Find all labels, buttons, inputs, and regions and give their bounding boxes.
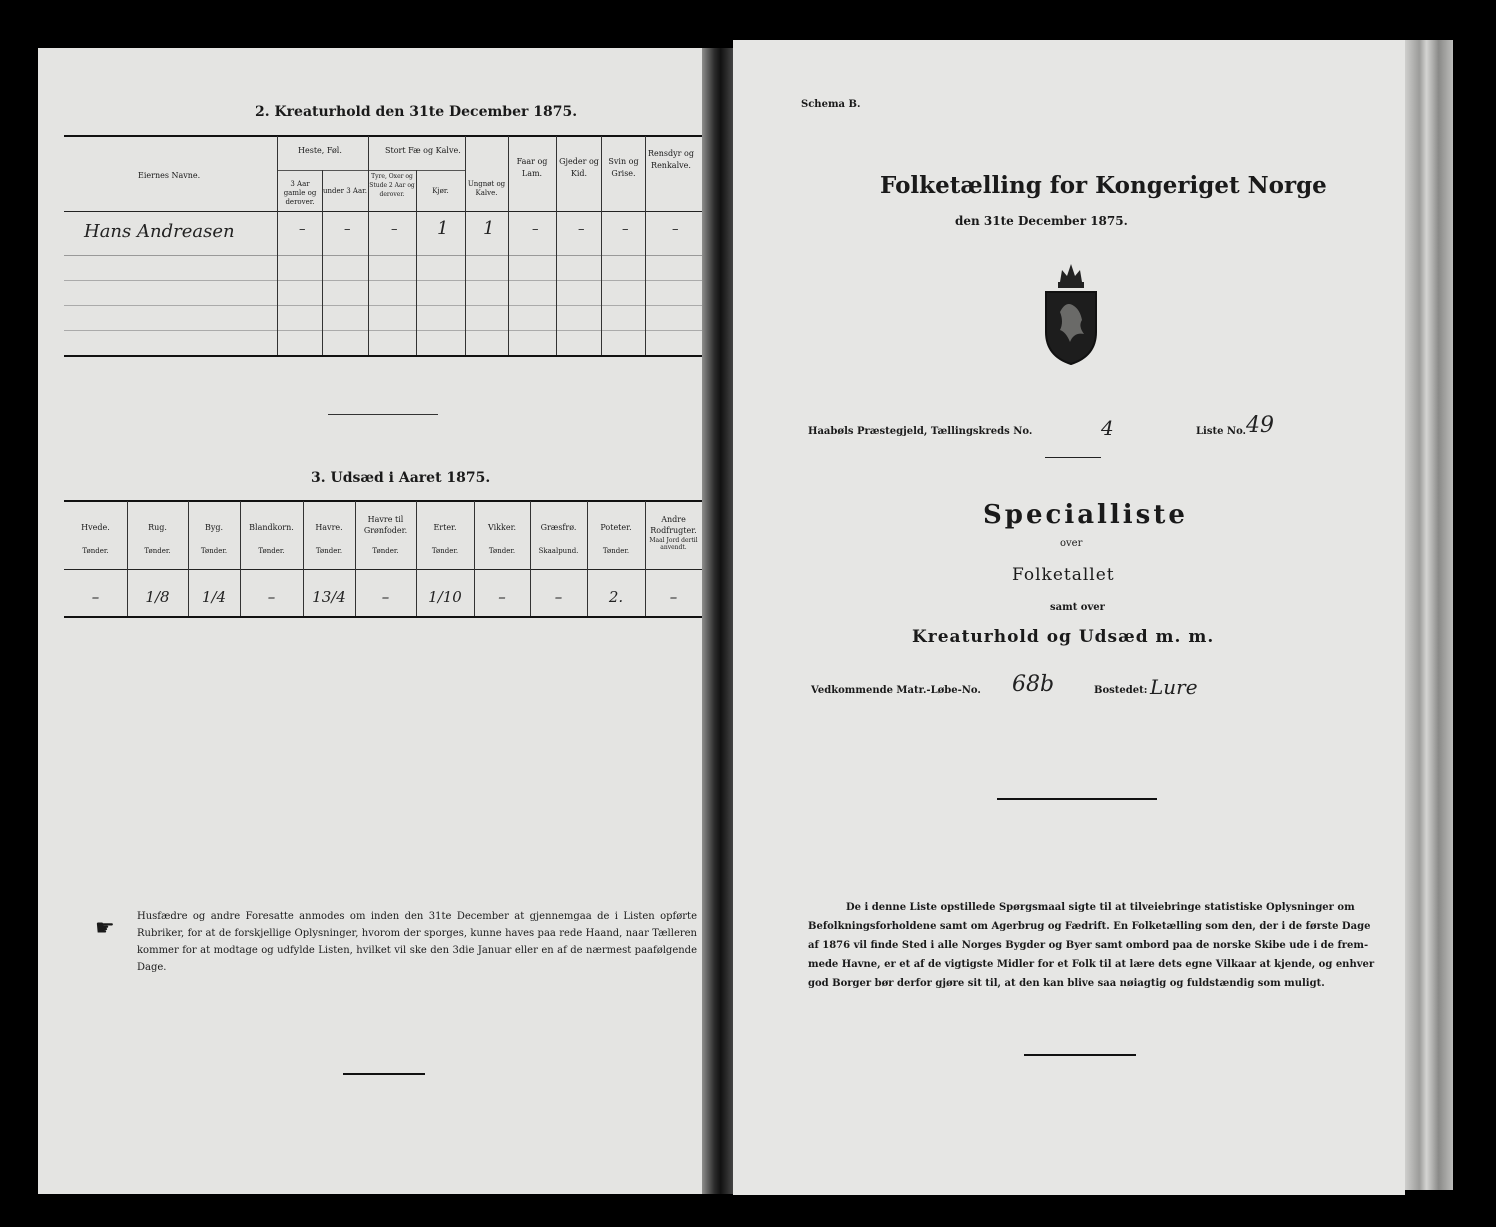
schema-label: Schema B. xyxy=(801,99,861,110)
col-calves: Ungnøt og Kalve. xyxy=(467,180,506,197)
seed-col-4-unit: Tønder. xyxy=(315,547,343,555)
seed-col-1-name: Rug. xyxy=(148,523,167,532)
title-date: den 31te December 1875. xyxy=(955,214,1128,228)
notice-text: Husfædre og andre Foresatte anmodes om inden den 31te December at gjennemgaa de i Listen opførte Rubriker, for at de forskjellige Oplysninger, hvorom der sporges, kunne haves paa rede Haand, naar Tælleren kommer for at modtage og udfylde Listen, hvilket vil ske den 3die Januar eller en af de nærmest paafølgende Dage. xyxy=(137,911,697,973)
seed-col-9-unit: Tønder. xyxy=(602,547,630,555)
rule xyxy=(1024,1054,1136,1056)
table2-row-rule xyxy=(64,330,702,331)
col-horses-young: under 3 Aar. xyxy=(323,187,367,195)
seed-col-4-name: Havre. xyxy=(315,523,343,532)
seed-value-8: – xyxy=(554,588,563,606)
seed-col-5-unit: Tønder. xyxy=(372,547,399,555)
page-title: Folketælling for Kongeriget Norge xyxy=(880,172,1327,199)
col-pigs: Svin og Grise. xyxy=(608,157,639,178)
section2-title: 2. Kreaturhold den 31te December 1875. xyxy=(255,104,578,120)
value-cows: 1 xyxy=(437,218,449,239)
seed-value-3: – xyxy=(267,588,276,606)
value-horses-young: – xyxy=(344,222,351,237)
seed-col-2-unit: Tønder. xyxy=(200,547,228,555)
col-cows: Kjør. xyxy=(432,187,449,195)
seed-col-8-name: Græsfrø. xyxy=(540,523,577,532)
footer-line: af 1876 vil finde Sted i alle Norges Bygder og Byer samt ombord paa de norske Skibe ude i de frem- xyxy=(808,940,1369,951)
seed-value-5: – xyxy=(381,588,390,606)
table2-bottom-rule xyxy=(64,355,702,357)
matr-label: Vedkommende Matr.-Løbe-No. xyxy=(811,685,981,696)
table2-row-rule xyxy=(64,280,702,281)
seed-value-2: 1/4 xyxy=(201,588,227,606)
col-cattle-header: Stort Fæ og Kalve. xyxy=(385,146,461,155)
list-number: 49 xyxy=(1246,413,1274,438)
value-reindeer: – xyxy=(672,222,679,237)
seed-value-4: 13/4 xyxy=(312,588,346,606)
district-number: 4 xyxy=(1101,416,1114,440)
footer-line: god Borger bør derfor gjøre sit til, at den kan blive saa nøiagtig og fuldstændig som muligt. xyxy=(808,978,1325,989)
seed-col-3-name: Blandkorn. xyxy=(249,523,294,532)
table2-header-rule xyxy=(64,211,702,212)
seed-col-7-unit: Tønder. xyxy=(488,547,516,555)
value-horses-old: – xyxy=(299,222,306,237)
table2-row-rule xyxy=(64,255,702,256)
table3-bottom-rule xyxy=(64,616,702,618)
value-goats: – xyxy=(578,222,585,237)
over-1: over xyxy=(1060,538,1083,549)
seed-value-7: – xyxy=(498,588,506,606)
value-bulls: – xyxy=(391,222,398,237)
bosted-value: Lure xyxy=(1150,675,1198,699)
col-divider xyxy=(368,136,369,355)
seed-col-2-name: Byg. xyxy=(204,523,224,532)
parish-label: Haabøls Præstegjeld, Tællingskreds No. xyxy=(808,426,1033,437)
col-horses-header: Heste, Føl. xyxy=(298,146,342,155)
rule xyxy=(1045,457,1101,458)
samt-over: samt over xyxy=(1050,602,1105,613)
bottom-rule xyxy=(343,1073,425,1075)
bosted-label: Bostedet: xyxy=(1094,685,1148,696)
seed-col-6-unit: Tønder. xyxy=(431,547,459,555)
book-spine xyxy=(702,48,733,1194)
col-owner-header: Eiernes Navne. xyxy=(138,171,201,180)
value-pigs: – xyxy=(622,222,629,237)
col-divider xyxy=(322,170,323,355)
seed-value-1: 1/8 xyxy=(145,588,170,606)
footer-line: De i denne Liste opstillede Spørgsmaal sigte til at tilveiebringe statistiske Oplysninger om xyxy=(846,902,1355,913)
seed-col-6-name: Erter. xyxy=(433,523,457,532)
seed-value-10: – xyxy=(669,588,678,606)
table3-header-rule xyxy=(64,569,702,570)
value-calves: 1 xyxy=(483,218,495,239)
seed-col-8-unit: Skaalpund. xyxy=(538,547,579,555)
col-goats: Gjeder og Kid. xyxy=(559,157,599,178)
seed-col-0-unit: Tønder. xyxy=(82,547,109,555)
seed-value-9: 2. xyxy=(608,588,624,606)
footer-line: mede Havne, er et af de vigtigste Midler for et Folk til at lære dets egne Vilkaar at kjende, og enhver xyxy=(808,959,1375,970)
col-reindeer: Rensdyr og Renkalve. xyxy=(648,149,694,170)
value-sheep: – xyxy=(532,222,539,237)
seed-value-0: – xyxy=(91,588,100,606)
pointing-hand-icon: ☛ xyxy=(95,916,115,941)
seed-col-5-name: Havre til Grønfoder. xyxy=(363,515,408,535)
seed-value-6: 1/10 xyxy=(428,588,462,606)
left-page xyxy=(38,48,702,1194)
matr-number: 68b xyxy=(1012,672,1055,697)
col-horses-old: 3 Aar gamle og derover. xyxy=(283,180,317,206)
separator-rule xyxy=(328,414,438,415)
rule xyxy=(997,798,1157,800)
seed-col-1-unit: Tønder. xyxy=(144,547,171,555)
special-title: Specialliste xyxy=(983,500,1188,530)
col-sheep: Faar og Lam. xyxy=(516,157,548,178)
table3-top-rule xyxy=(64,500,702,502)
section3-title: 3. Udsæd i Aaret 1875. xyxy=(311,470,491,486)
footer-line: Befolkningsforholdene samt om Agerbrug og Fædrift. En Folketælling som den, der i de første Dage xyxy=(808,921,1371,932)
seed-col-9-name: Poteter. xyxy=(600,523,632,532)
livestock-heading: Kreaturhold og Udsæd m. m. xyxy=(912,627,1215,647)
seed-col-0-name: Hvede. xyxy=(81,523,110,532)
folketallet-heading: Folketallet xyxy=(1012,565,1115,585)
seed-col-3-unit: Tønder. xyxy=(258,547,285,555)
seed-col-7-name: Vikker. xyxy=(487,523,517,532)
seed-col-10-unit: Maal Jord dertil anvendt. xyxy=(649,537,698,551)
col-bulls: Tyre, Oxer og Stude 2 Aar og derover. xyxy=(369,173,415,198)
col-divider xyxy=(416,170,417,355)
table2-top-rule xyxy=(64,135,702,137)
col-divider xyxy=(277,136,278,355)
table2-subheader-rule xyxy=(277,170,465,171)
seed-col-10-name: Andre Rodfrugter. xyxy=(650,515,697,535)
owner-name: Hans Andreasen xyxy=(84,221,235,242)
table2-row-rule xyxy=(64,305,702,306)
list-label: Liste No. xyxy=(1196,426,1247,437)
page-edges xyxy=(1405,40,1453,1190)
col-divider xyxy=(465,136,466,355)
coat-of-arms-icon xyxy=(1040,260,1102,366)
